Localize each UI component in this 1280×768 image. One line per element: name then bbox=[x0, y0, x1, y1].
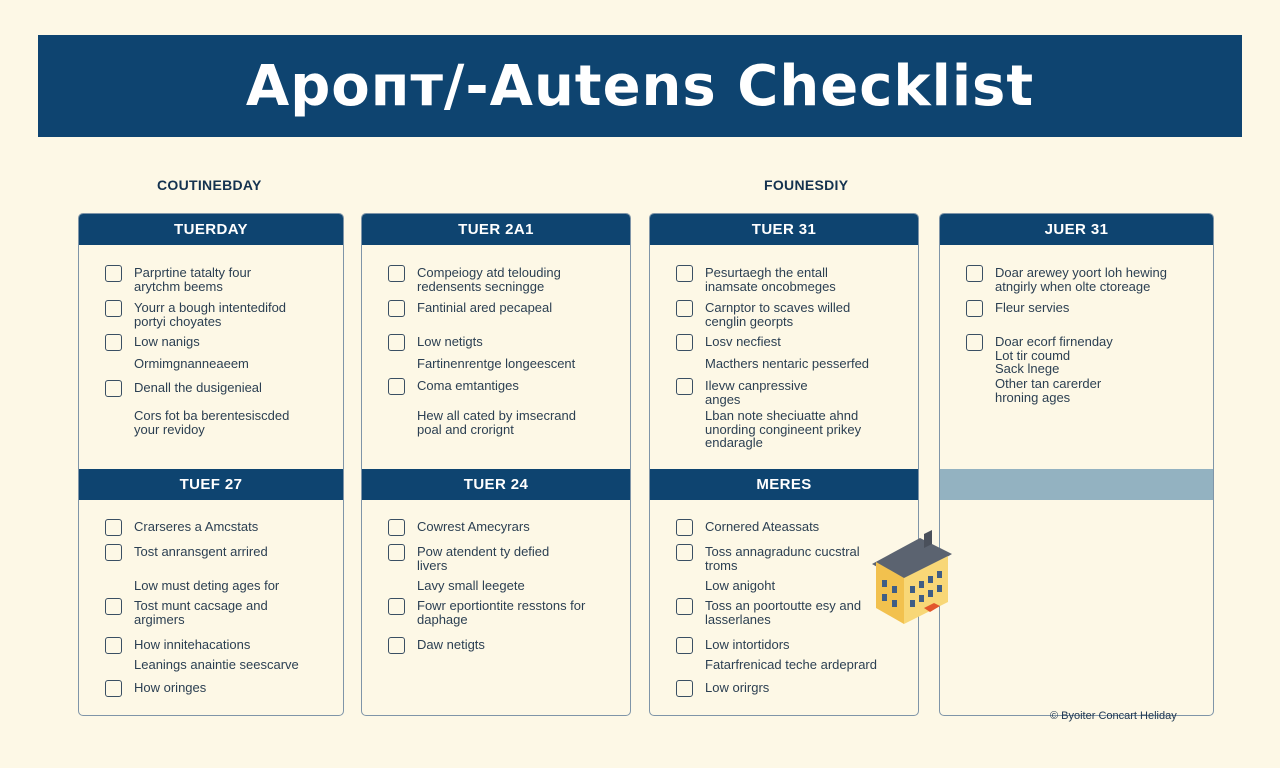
checkbox[interactable] bbox=[676, 265, 693, 282]
checklist-item-label: How oringes bbox=[134, 680, 207, 695]
checklist-item-label: Low intortidors bbox=[705, 637, 790, 652]
checklist-item-label: Cowrest Amecyrars bbox=[417, 519, 530, 534]
checklist-item-label: Daw netigts bbox=[417, 637, 485, 652]
checkbox[interactable] bbox=[676, 334, 693, 351]
house-icon bbox=[862, 524, 958, 634]
section-label-left: COUTINEBDAY bbox=[157, 177, 262, 193]
day-header: TUERDAY bbox=[79, 214, 343, 245]
checkbox[interactable] bbox=[388, 519, 405, 536]
day-header: JUER 31 bbox=[940, 214, 1213, 245]
checklist-item-label: Yourr a bough intentedifod portyi choyates bbox=[134, 300, 287, 329]
checklist-item-label: Macthers nentaric pesserfed bbox=[705, 356, 870, 371]
checklist-column bbox=[649, 213, 919, 716]
day-header: TUER 31 bbox=[650, 214, 918, 245]
checklist-item-label: Losv necfiest bbox=[705, 334, 781, 349]
checkbox[interactable] bbox=[388, 300, 405, 317]
checkbox[interactable] bbox=[966, 300, 983, 317]
checklist-item-label: Tost anransgent arrired bbox=[134, 544, 268, 559]
day-header: TUER 24 bbox=[362, 469, 630, 500]
checklist-item-label: Low orirgrs bbox=[705, 680, 770, 695]
checklist-item-label: Hew all cated by imsecrand poal and crorignt bbox=[417, 408, 576, 437]
section-label-right: FOUNESDIY bbox=[764, 177, 849, 193]
checklist-column bbox=[78, 213, 344, 716]
checklist-item-label: Crarseres a Amcstats bbox=[134, 519, 259, 534]
checkbox[interactable] bbox=[388, 378, 405, 395]
footer-credit: © Byoiter Concart Heliday bbox=[1050, 710, 1177, 722]
checklist-item-label: Low nanigs bbox=[134, 334, 200, 349]
checklist-item-label: Cornered Ateassats bbox=[705, 519, 820, 534]
checklist-item-label: Compeiogy atd telouding redensents secningge bbox=[417, 265, 561, 294]
checkbox[interactable] bbox=[676, 544, 693, 561]
checklist-item-label: Leanings anaintie seescarve bbox=[134, 657, 299, 672]
checkbox[interactable] bbox=[105, 544, 122, 561]
checkbox[interactable] bbox=[676, 300, 693, 317]
checkbox[interactable] bbox=[105, 680, 122, 697]
checklist-item-label: Ilevw canpressive anges bbox=[705, 378, 808, 407]
checkbox[interactable] bbox=[105, 637, 122, 654]
checklist-item-label: Tost munt cacsage and argimers bbox=[134, 598, 268, 627]
checkbox[interactable] bbox=[388, 265, 405, 282]
checkbox[interactable] bbox=[676, 680, 693, 697]
checklist-item-label: Lavy small leegete bbox=[417, 578, 525, 593]
checkbox[interactable] bbox=[676, 519, 693, 536]
checklist-item-label: Low netigts bbox=[417, 334, 483, 349]
checklist-item-label: Fantinial ared pecapeal bbox=[417, 300, 553, 315]
checkbox[interactable] bbox=[676, 378, 693, 395]
checkbox[interactable] bbox=[388, 598, 405, 615]
checklist-item-label: Pesurtaegh the entall inamsate oncobmeges bbox=[705, 265, 836, 294]
checklist-item-label: Cors fot ba berentesiscded your revidoy bbox=[134, 408, 290, 437]
checklist-item-label: Denall the dusigenieal bbox=[134, 380, 262, 395]
checklist-item-label: Lban note sheciuatte ahnd unording congineent prikey endaragle bbox=[705, 408, 862, 450]
checkbox[interactable] bbox=[676, 598, 693, 615]
checkbox[interactable] bbox=[105, 265, 122, 282]
checklist-item-label: Low anigoht bbox=[705, 578, 776, 593]
title-banner bbox=[38, 35, 1242, 137]
checkbox[interactable] bbox=[105, 598, 122, 615]
checklist-item-label: Fowr eportiontite resstons for daphage bbox=[417, 598, 586, 627]
checkbox[interactable] bbox=[105, 380, 122, 397]
checkbox[interactable] bbox=[388, 544, 405, 561]
checklist-column bbox=[939, 213, 1214, 716]
checklist-item-label: Ormimgnanneaeem bbox=[134, 356, 249, 371]
checklist-item-label: Low must deting ages for bbox=[134, 578, 280, 593]
checkbox[interactable] bbox=[388, 637, 405, 654]
checkbox[interactable] bbox=[105, 334, 122, 351]
page-title: Apoпт/-Autens Checklist bbox=[245, 53, 1035, 119]
checklist-item-label: Parprtine tatalty four arytchm beems bbox=[134, 265, 252, 294]
checklist-item-label: Coma emtantiges bbox=[417, 378, 519, 393]
checklist-item-label: Pow atendent ty defied livers bbox=[417, 544, 550, 573]
checklist-item-label: Toss annagradunc cucstral troms bbox=[705, 544, 860, 573]
checklist-item-label: Fatarfrenicad teche ardeprard bbox=[705, 657, 877, 672]
checklist-item-label: Other tan carerder hroning ages bbox=[995, 376, 1102, 405]
checkbox[interactable] bbox=[966, 334, 983, 351]
checkbox[interactable] bbox=[105, 300, 122, 317]
checklist-column bbox=[361, 213, 631, 716]
checklist-item-label: Fleur servies bbox=[995, 300, 1070, 315]
checkbox[interactable] bbox=[676, 637, 693, 654]
checklist-item-label: Fartinenrentge longeescent bbox=[417, 356, 576, 371]
day-header: TUEF 27 bbox=[79, 469, 343, 500]
checklist-item-label: How innitehacations bbox=[134, 637, 251, 652]
checklist-item-label: Doar ecorf firnenday Lot tir coumd Sack lnege bbox=[995, 334, 1113, 376]
checkbox[interactable] bbox=[105, 519, 122, 536]
checkbox[interactable] bbox=[388, 334, 405, 351]
checklist-item-label: Carnptor to scaves willed cenglin georpts bbox=[705, 300, 851, 329]
day-header: MERES bbox=[650, 469, 918, 500]
day-header: TUER 2A1 bbox=[362, 214, 630, 245]
checkbox[interactable] bbox=[966, 265, 983, 282]
checklist-item-label: Toss an poortoutte esy and lasserlanes bbox=[705, 598, 862, 627]
checklist-item-label: Doar arewey yoort loh hewing atngirly when olte ctoreage bbox=[995, 265, 1167, 294]
day-header bbox=[940, 469, 1213, 500]
